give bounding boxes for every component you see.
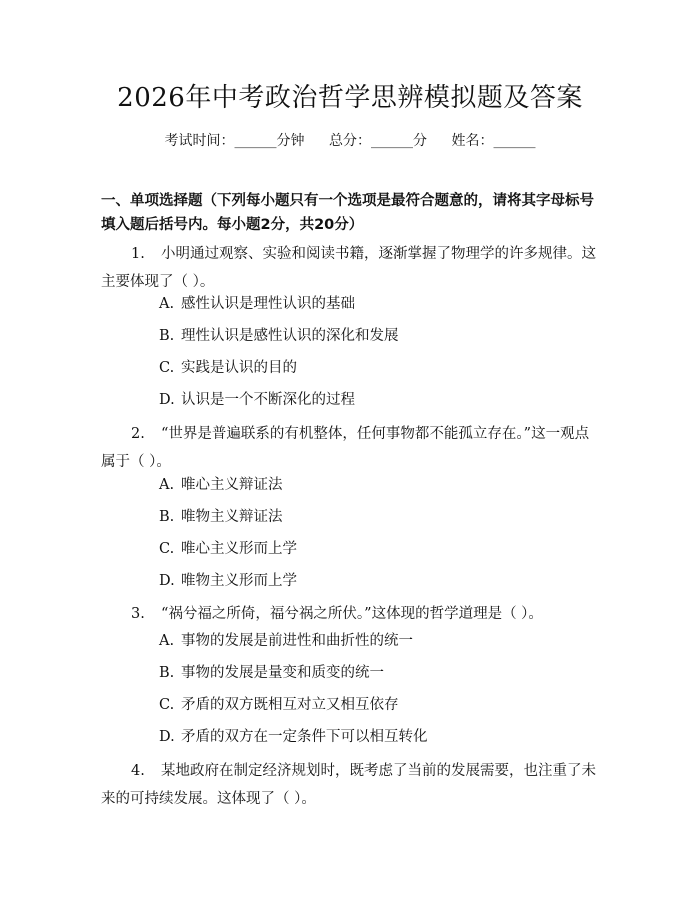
option-letter: D.	[159, 729, 175, 745]
option-letter: B.	[159, 328, 175, 344]
question-1-option-c	[159, 358, 599, 378]
option-text: 认识是一个不断深化的过程	[181, 392, 355, 408]
question-stem: 某地政府在制定经济规划时，既考虑了当前的发展需要，也注重了未来的可持续发展。这体现了（ ）。	[101, 763, 596, 807]
option-text: 事物的发展是量变和质变的统一	[181, 665, 384, 681]
section-heading: 一、单项选择题（下列每小题只有一个选项是最符合题意的，请将其字母标号填入题后括号内。每小题2分，共20分）	[101, 193, 594, 233]
question-1	[101, 240, 601, 296]
question-3-option-b	[159, 663, 599, 683]
option-text: 唯心主义形而上学	[181, 541, 297, 557]
exam-info-line	[0, 131, 700, 151]
option-letter: C.	[159, 697, 175, 713]
option-letter: D.	[159, 573, 175, 589]
question-stem: 小明通过观察、实验和阅读书籍，逐渐掌握了物理学的许多规律。这主要体现了（ ）。	[101, 246, 596, 290]
student-name-field: 姓名：______	[451, 133, 536, 149]
question-number: 1.	[131, 246, 145, 262]
question-3	[101, 600, 601, 628]
option-text: 矛盾的双方既相互对立又相互依存	[181, 697, 399, 713]
option-letter: A.	[159, 477, 175, 493]
question-2-option-b	[159, 507, 599, 527]
option-letter: A.	[159, 296, 175, 312]
question-4	[101, 757, 601, 813]
option-letter: B.	[159, 509, 175, 525]
question-3-option-d	[159, 727, 599, 747]
page-title: 2026年中考政治哲学思辨模拟题及答案	[117, 83, 583, 113]
option-text: 唯物主义辩证法	[181, 509, 283, 525]
question-2-option-d	[159, 571, 599, 591]
option-letter: A.	[159, 633, 175, 649]
option-letter: D.	[159, 392, 175, 408]
question-number: 4.	[131, 763, 145, 779]
question-2-option-a	[159, 475, 599, 495]
option-text: 唯心主义辩证法	[181, 477, 283, 493]
option-text: 实践是认识的目的	[181, 360, 297, 376]
option-text: 唯物主义形而上学	[181, 573, 297, 589]
question-stem: “祸兮福之所倚，福兮祸之所伏。”这体现的哲学道理是（ ）。	[161, 606, 543, 622]
question-3-option-c	[159, 695, 599, 715]
option-letter: C.	[159, 541, 175, 557]
question-number: 3.	[131, 606, 145, 622]
exam-time-field: 考试时间：______分钟	[164, 133, 305, 149]
question-2	[101, 420, 601, 476]
question-1-option-b	[159, 326, 599, 346]
option-text: 感性认识是理性认识的基础	[181, 296, 355, 312]
option-text: 理性认识是感性认识的深化和发展	[181, 328, 399, 344]
option-text: 矛盾的双方在一定条件下可以相互转化	[181, 729, 428, 745]
question-1-option-a	[159, 294, 599, 314]
option-text: 事物的发展是前进性和曲折性的统一	[181, 633, 413, 649]
total-score-field: 总分：______分	[329, 133, 427, 149]
question-3-option-a	[159, 631, 599, 651]
option-letter: B.	[159, 665, 175, 681]
question-2-option-c	[159, 539, 599, 559]
question-1-option-d	[159, 390, 599, 410]
question-number: 2.	[131, 426, 145, 442]
question-stem: “世界是普遍联系的有机整体，任何事物都不能孤立存在。”这一观点属于（ ）。	[101, 426, 590, 470]
option-letter: C.	[159, 360, 175, 376]
